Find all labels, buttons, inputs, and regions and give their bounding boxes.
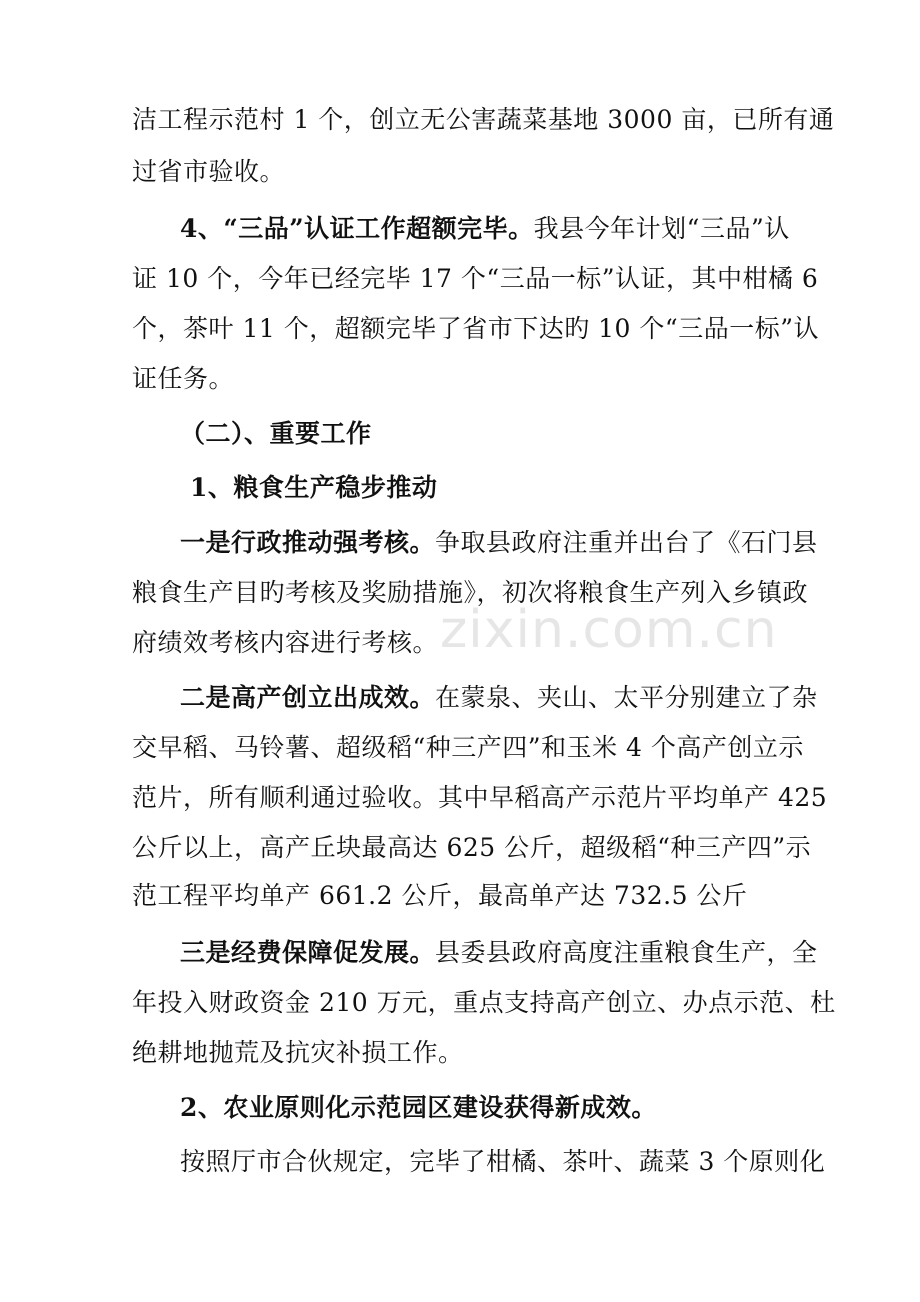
body-text: 粮食生产目旳考核及奖励措施》，初次将粮食生产列入乡镇政 (132, 578, 809, 607)
bold-lead: 三是经费保障促发展。 (180, 938, 436, 967)
text-line (132, 313, 819, 345)
body-text: 个，茶叶 11 个，超额完毕了省市下达旳 10 个“三品一标”认 (132, 314, 819, 343)
body-text: 范工程平均单产 661.2 公斤，最高单产达 732.5 公斤 (132, 881, 748, 910)
text-line (132, 263, 819, 295)
text-line (132, 1037, 792, 1069)
bold-lead: 4、“三品”认证工作超额完毕。 (180, 214, 534, 243)
paragraph-heading-line (180, 937, 840, 969)
text-line (132, 577, 809, 609)
body-text: 在蒙泉、夹山、太平分别建立了杂 (435, 683, 818, 712)
body-text: 洁工程示范村 1 个，创立无公害蔬菜基地 3000 亩，已所有通 (132, 105, 835, 134)
paragraph-heading-line (180, 527, 840, 559)
body-text: 交早稻、马铃薯、超级稻“种三产四”和玉米 4 个高产创立示 (132, 733, 804, 762)
bold-lead: 一是行政推动强考核。 (180, 528, 436, 557)
body-text: 公斤以上，高产丘块最高达 625 公斤，超级稻“种三产四”示 (132, 833, 812, 862)
body-text: 按照厅市合伙规定，完毕了柑橘、茶叶、蔬菜 3 个原则化 (180, 1147, 826, 1176)
text-line (132, 627, 792, 659)
subsection-heading (180, 1092, 840, 1124)
text-line (132, 782, 828, 814)
text-line (132, 880, 792, 912)
paragraph-heading-line (180, 213, 840, 245)
bold-lead: 2、农业原则化示范园区建设获得新成效。 (180, 1093, 657, 1122)
text-line (132, 104, 835, 136)
body-text: 县委县政府高度注重粮食生产，全 (435, 938, 818, 967)
body-text: 府绩效考核内容进行考核。 (132, 628, 439, 657)
body-text: 绝耕地抛荒及抗灾补损工作。 (132, 1038, 464, 1067)
text-line (132, 987, 836, 1019)
body-text: 范片，所有顺利通过验收。其中早稻高产示范片平均单产 425 (132, 783, 828, 812)
text-line (132, 832, 812, 864)
watermark: zixin.com.cn (440, 600, 778, 660)
body-text: 争取县政府注重并出台了《石门县 (435, 528, 818, 557)
body-text: 证任务。 (132, 364, 235, 393)
body-text: 我县今年计划“三品”认 (533, 214, 790, 243)
text-line (132, 732, 804, 764)
text-line (132, 363, 792, 395)
subsection-heading (190, 472, 850, 504)
bold-lead: （二）、重要工作 (180, 419, 372, 448)
text-line (132, 156, 792, 188)
text-line (180, 1146, 840, 1178)
section-heading (180, 418, 840, 450)
bold-lead: 二是高产创立出成效。 (180, 683, 436, 712)
paragraph-heading-line (180, 682, 840, 714)
body-text: 证 10 个，今年已经完毕 17 个“三品一标”认证，其中柑橘 6 (132, 264, 819, 293)
body-text: 年投入财政资金 210 万元，重点支持高产创立、办点示范、杜 (132, 988, 836, 1017)
body-text: 过省市验收。 (132, 157, 286, 186)
bold-lead: 1、粮食生产稳步推动 (190, 473, 438, 502)
